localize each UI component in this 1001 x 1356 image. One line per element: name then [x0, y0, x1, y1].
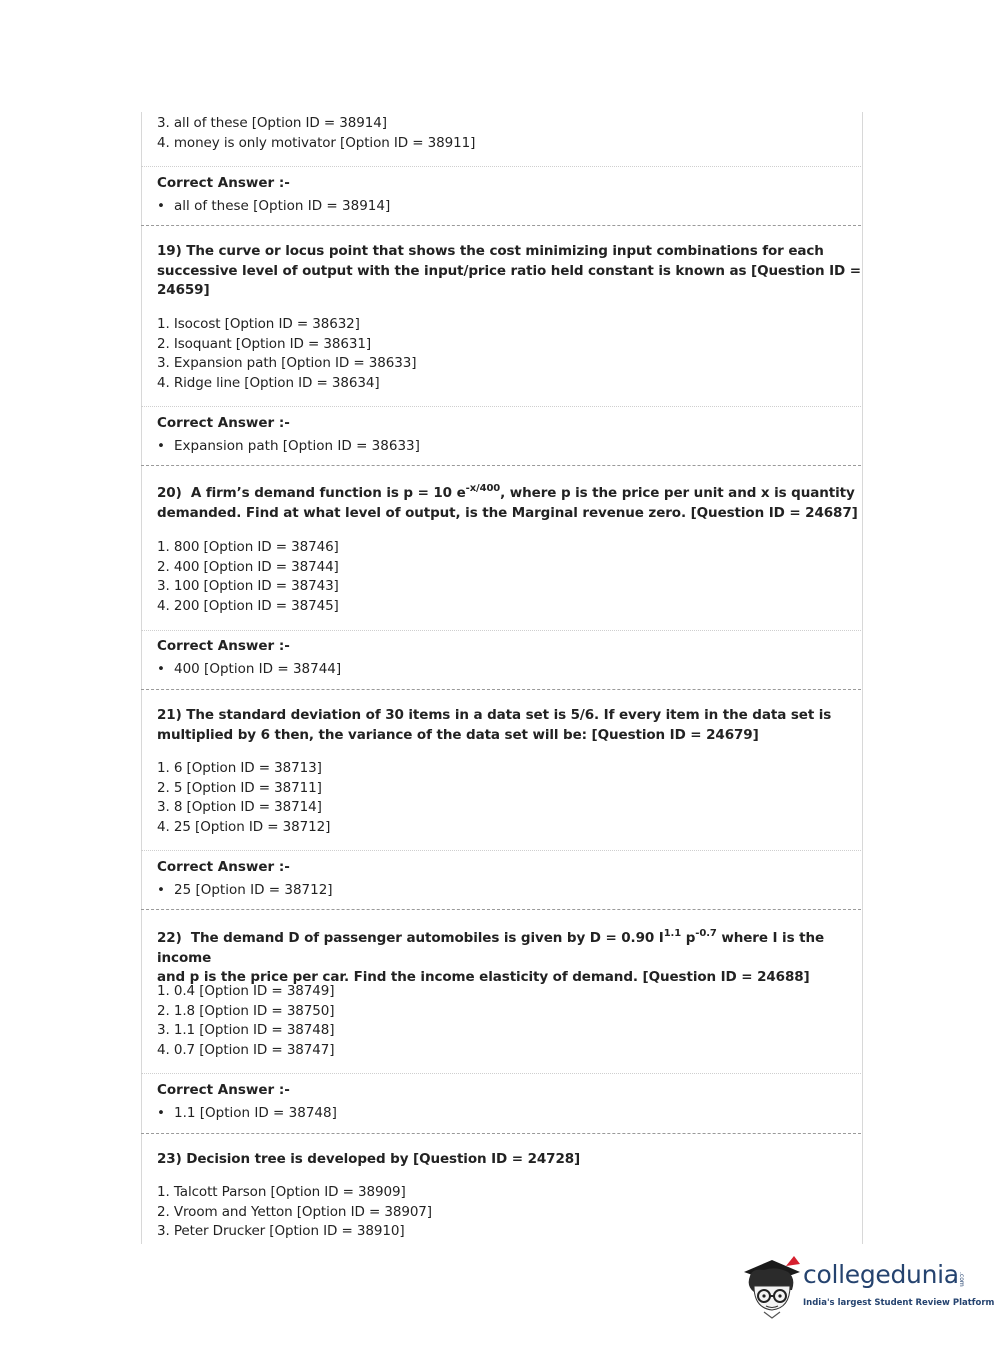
- question-text: [157, 929, 877, 968]
- bullet-icon: •: [157, 198, 165, 214]
- question-text-part: where I is the income: [157, 930, 825, 966]
- option: 2. 1.8 [Option ID = 38750]: [157, 1002, 335, 1019]
- answer-text: 400 [Option ID = 38744]: [174, 661, 342, 677]
- answer-text: 25 [Option ID = 38712]: [174, 882, 333, 898]
- option: 3. Expansion path [Option ID = 38633]: [157, 355, 417, 371]
- question-text: 21) The standard deviation of 30 items in a data set is 5/6. If every item in the data set is: [157, 707, 832, 723]
- q21-answer: [141, 858, 891, 900]
- correct-answer-label: Correct Answer :-: [157, 859, 290, 875]
- q22-options: [141, 982, 891, 1060]
- option: 4. 0.7 [Option ID = 38747]: [157, 1041, 335, 1058]
- question-text: 23) Decision tree is developed by [Question ID = 24728]: [157, 1151, 581, 1167]
- option: 4. 200 [Option ID = 38745]: [157, 597, 339, 614]
- divider: [141, 166, 861, 167]
- answer-item: [157, 1104, 877, 1123]
- answer-item: [157, 197, 877, 216]
- option: 1. 800 [Option ID = 38746]: [157, 539, 339, 555]
- question-text-part: The demand D of passenger automobiles is given by D = 0.90 I: [190, 930, 664, 946]
- question-text-part: , where p is the price per unit and x is quantity: [500, 485, 855, 501]
- option: 3. 8 [Option ID = 38714]: [157, 799, 322, 815]
- q18-options: [141, 114, 891, 153]
- bullet-icon: •: [157, 438, 165, 454]
- question-divider: [141, 1133, 861, 1134]
- divider: [141, 850, 861, 851]
- question-divider: [141, 689, 861, 690]
- question-text-part: p: [681, 930, 696, 946]
- exponent: 1.1: [663, 928, 682, 939]
- question-19: [141, 242, 891, 301]
- q18-answer: [141, 174, 891, 216]
- option: 4. 25 [Option ID = 38712]: [157, 818, 331, 835]
- q21-options: [141, 759, 891, 837]
- brand-dotcom: .com: [958, 1272, 965, 1287]
- correct-answer-label: Correct Answer :-: [157, 1082, 290, 1098]
- option: 3. Peter Drucker [Option ID = 38910]: [157, 1223, 405, 1239]
- option: 2. 400 [Option ID = 38744]: [157, 558, 339, 575]
- q20-options: [141, 538, 891, 616]
- question-22: [141, 929, 891, 988]
- divider: [141, 1073, 861, 1074]
- question-text: multiplied by 6 then, the variance of the data set will be: [Question ID = 24679]: [157, 726, 759, 743]
- question-text: successive level of output with the input/price ratio held constant is known as [Question ID =: [157, 262, 861, 279]
- question-divider: [141, 225, 861, 226]
- question-20: [141, 484, 891, 523]
- answer-item: [157, 881, 877, 900]
- question-text: 24659]: [157, 282, 210, 298]
- correct-answer-label: Correct Answer :-: [157, 175, 290, 191]
- answer-text: 1.1 [Option ID = 38748]: [174, 1105, 337, 1121]
- question-text: [157, 484, 877, 504]
- question-21: [141, 706, 891, 745]
- option: 1. Isocost [Option ID = 38632]: [157, 316, 360, 332]
- option: 4. money is only motivator [Option ID = 38911]: [157, 134, 476, 151]
- question-23: [141, 1150, 891, 1170]
- q19-options: [141, 315, 891, 393]
- question-text: demanded. Find at what level of output, is the Marginal revenue zero. [Question ID = 24687]: [157, 504, 858, 521]
- option: 1. 0.4 [Option ID = 38749]: [157, 983, 335, 999]
- option: 4. Ridge line [Option ID = 38634]: [157, 374, 380, 391]
- q22-answer: [141, 1081, 891, 1123]
- answer-item: [157, 437, 877, 456]
- bullet-icon: •: [157, 661, 165, 677]
- option: 2. Isoquant [Option ID = 38631]: [157, 335, 371, 352]
- question-text-part: A firm’s demand function is p = 10 e: [190, 485, 466, 501]
- q20-answer: [141, 637, 891, 679]
- brand-tagline: India's largest Student Review Platform: [803, 1298, 995, 1308]
- option: 3. 1.1 [Option ID = 38748]: [157, 1022, 335, 1038]
- option: 3. 100 [Option ID = 38743]: [157, 578, 339, 594]
- answer-text: Expansion path [Option ID = 38633]: [174, 438, 420, 454]
- question-number: 20): [157, 485, 182, 501]
- correct-answer-label: Correct Answer :-: [157, 638, 290, 654]
- q23-options: [141, 1183, 891, 1242]
- correct-answer-label: Correct Answer :-: [157, 415, 290, 431]
- question-number: 22): [157, 930, 182, 946]
- question-text: 19) The curve or locus point that shows the cost minimizing input combinations for each: [157, 243, 824, 259]
- brand-name: collegedunia: [803, 1260, 959, 1289]
- option: 3. all of these [Option ID = 38914]: [157, 115, 387, 131]
- question-text: and p is the price per car. Find the income elasticity of demand. [Question ID = 24688]: [157, 969, 810, 985]
- question-divider: [141, 465, 861, 466]
- answer-text: all of these [Option ID = 38914]: [174, 198, 391, 214]
- divider: [141, 630, 861, 631]
- bullet-icon: •: [157, 882, 165, 898]
- option: 1. 6 [Option ID = 38713]: [157, 760, 322, 776]
- question-divider: [141, 909, 861, 910]
- exponent: -0.7: [695, 928, 717, 939]
- option: 1. Talcott Parson [Option ID = 38909]: [157, 1184, 406, 1200]
- divider: [141, 406, 861, 407]
- exponent: -x/400: [465, 483, 501, 494]
- option: 2. 5 [Option ID = 38711]: [157, 779, 322, 796]
- bullet-icon: •: [157, 1105, 165, 1121]
- q19-answer: [141, 414, 891, 456]
- option: 2. Vroom and Yetton [Option ID = 38907]: [157, 1203, 432, 1220]
- answer-item: [157, 660, 877, 679]
